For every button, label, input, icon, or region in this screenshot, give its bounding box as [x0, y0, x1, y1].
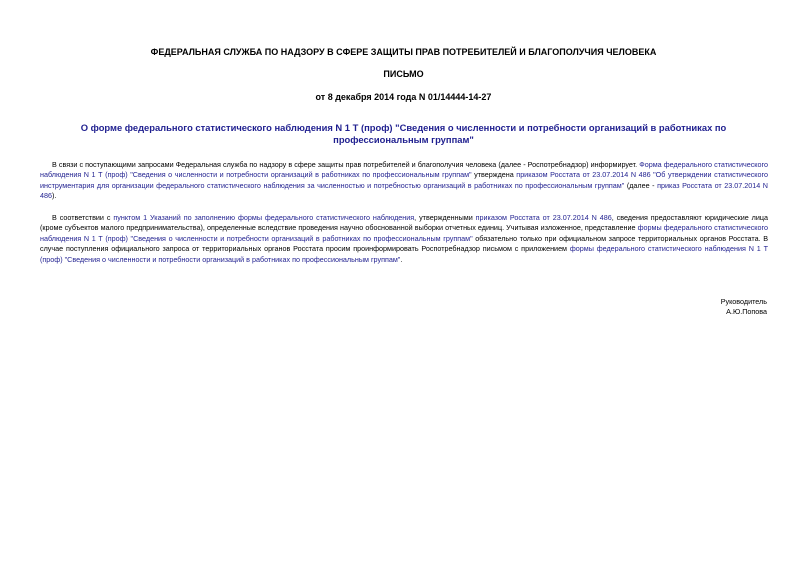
paragraph-1-text-2: утверждена — [471, 170, 517, 180]
paragraph-2-text-5: . — [400, 254, 403, 264]
signatory-name: А.Ю.Попова — [726, 307, 767, 316]
link-rosstat-order-486[interactable]: приказом Росстата от 23.07.2014 N 486 "Об утверждении статистического инструментария для организации федерального статистического наблюдения за численностью и потребностью организаций в работниках по профессиональным группам" — [40, 170, 768, 190]
paragraph-2-text-3: , сведения предоставляют юридические лица (кроме субъектов малого предпринимательства), определенные вследствие проведения научно обоснованной выборки отчетных единиц. Учитывая изложенное, представление — [40, 213, 768, 233]
link-form-1t-prof-p2-second[interactable]: формы федерального статистического наблюдения N 1 Т (проф) "Сведения о численности и потребности организаций в работниках по профессиональным группам" — [40, 244, 768, 264]
paragraph-1-text-3: (далее - — [624, 180, 658, 190]
document-subject[interactable]: О форме федерального статистического наблюдения N 1 Т (проф) "Сведения о численности и потребности организаций в работниках по профессиональным группам" — [80, 122, 727, 145]
signatory-position: Руководитель — [720, 297, 767, 306]
document-type: ПИСЬМО — [383, 69, 424, 79]
link-instructions-item-1[interactable]: пунктом 1 Указаний по заполнению формы федерального статистического наблюдения — [113, 213, 415, 222]
paragraph-2-text-4: обязательно только при официальном запросе территориальных органов Росстата. В случае поступления официального запроса от территориальных органов Росстата просим проинформировать Роспотребнадзор письмом с приложением — [40, 233, 768, 254]
paragraph-1 — [40, 160, 768, 202]
link-form-1t-prof-p2[interactable]: формы федерального статистического наблюдения N 1 Т (проф) "Сведения о численности и потребности организаций в работниках по профессиональным группам" — [40, 223, 768, 243]
paragraph-1-text-4: ). — [52, 191, 57, 201]
link-rosstat-order-486-short[interactable]: приказ Росстата от 23.07.2014 N 486 — [40, 180, 768, 201]
link-form-1t-prof[interactable]: Форма федерального статистического наблюдения N 1 Т (проф) "Сведения о численности и потребности организаций в работниках по профессиональным группам" — [40, 160, 768, 180]
paragraph-2 — [40, 213, 768, 265]
paragraph-2-text-2: , утвержденными — [414, 213, 476, 222]
agency-name: ФЕДЕРАЛЬНАЯ СЛУЖБА ПО НАДЗОРУ В СФЕРЕ ЗАЩИТЫ ПРАВ ПОТРЕБИТЕЛЕЙ И БЛАГОПОЛУЧИЯ ЧЕЛОВЕКА — [150, 47, 657, 57]
paragraph-1-text-1: В связи с поступающими запросами Федеральная служба по надзору в сфере защиты прав потребителей и благополучия человека (далее - Роспотребнадзор) информирует. — [52, 160, 640, 169]
paragraph-2-text-1: В соответствии с — [52, 213, 114, 222]
link-rosstat-order-486-p2[interactable]: приказом Росстата от 23.07.2014 N 486 — [475, 213, 612, 222]
document-date: от 8 декабря 2014 года N 01/14444-14-27 — [315, 92, 492, 102]
